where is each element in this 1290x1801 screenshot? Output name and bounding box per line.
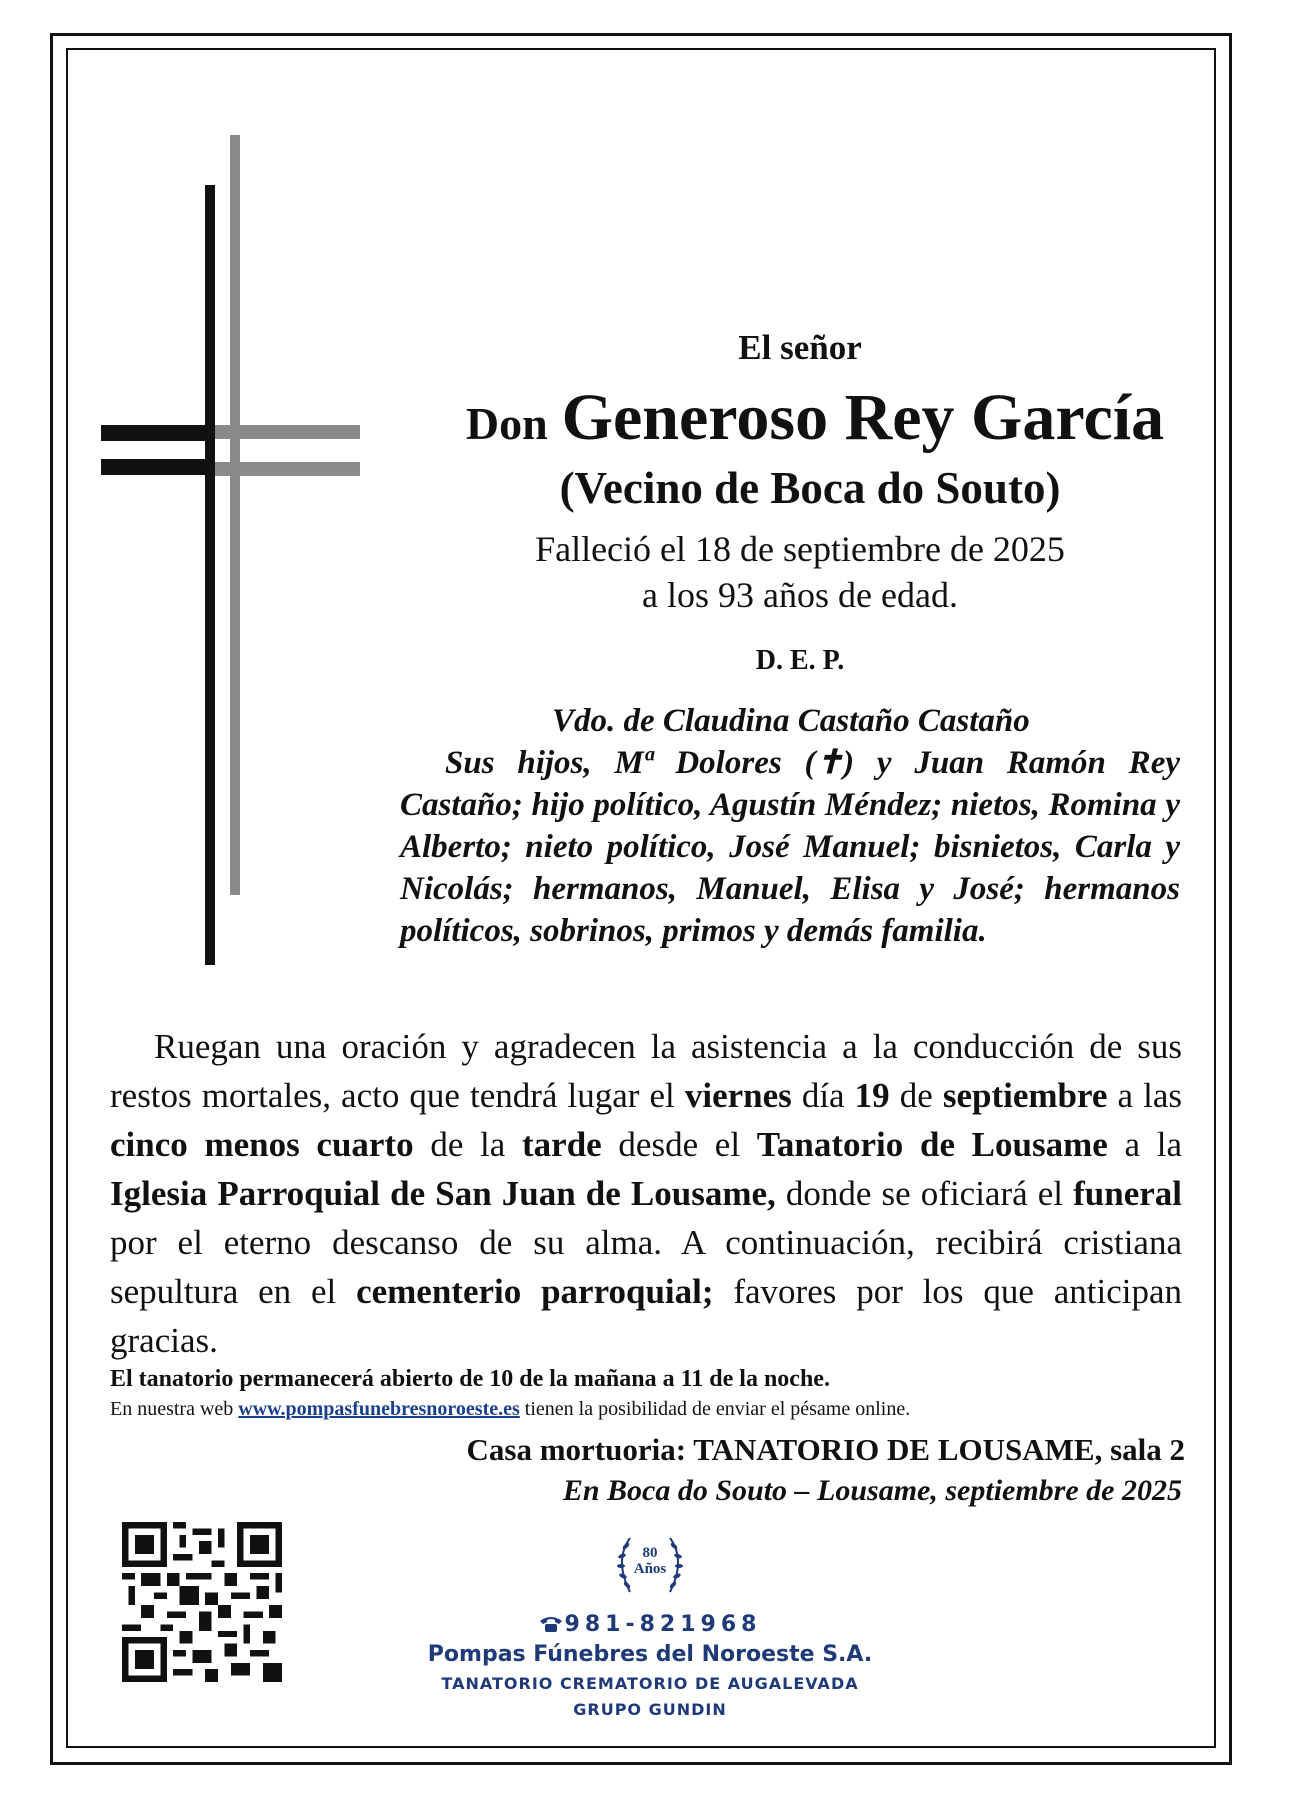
badge-text: 80 Años (633, 1545, 667, 1577)
website-link[interactable]: www.pompasfunebresnoroeste.es (238, 1398, 520, 1420)
honorific: Don (465, 398, 548, 449)
widower-line: Vdo. de Claudina Castaño Castaño (552, 703, 1030, 739)
salutation: El señor (738, 328, 862, 367)
phone-number: 981-821968 (564, 1612, 762, 1637)
company-group: GRUPO GUNDIN (573, 1700, 727, 1719)
deceased-name-line (410, 380, 1220, 456)
company-name: Pompas Fúnebres del Noroeste S.A. (427, 1642, 873, 1667)
place-date: En Boca do Souto – Lousame, septiembre de 2025 (562, 1474, 1182, 1507)
age: a los 93 años de edad. (642, 575, 958, 615)
family-list (400, 700, 1180, 952)
funeral-home: Casa mortuoria: TANATORIO DE LOUSAME, sala 2 (466, 1432, 1185, 1467)
residence: (Vecino de Boca do Souto) (559, 463, 1061, 513)
phone-icon (539, 1615, 563, 1633)
death-date: Falleció el 18 de septiembre de 2025 (535, 529, 1065, 569)
company-subtitle: TANATORIO CREMATORIO DE AUGALEVADA (441, 1674, 859, 1693)
opening-hours: El tanatorio permanecerá abierto de 10 de la mañana a 11 de la noche. (110, 1366, 830, 1392)
announcement: Ruegan una oración y agradecen la asistencia a la conducción de sus restos mortales, acto que tendrá lugar el viernes día 19 de septiembre a las cinco menos cuarto de la tarde desde el Tanatorio de Lousame a la Iglesia Parroquial de San Juan de Lousame, donde se oficiará el funeral por el eterno descanso de su alma. A continuación, recibirá cristiana sepultura en el cementerio parroquial; favores por los que anticipan gracias. (110, 1027, 1183, 1360)
rip: D. E. P. (755, 645, 845, 676)
death-info (420, 526, 1180, 618)
deceased-cross-icon: ✝ (815, 745, 844, 781)
phone-line (500, 1612, 800, 1637)
web-note: En nuestra web www.pompasfunebresnoroeste.es tienen la posibilidad de enviar el pésame online. (110, 1398, 911, 1420)
qr-code[interactable] (122, 1522, 282, 1682)
family-members: Sus hijos, Mª Dolores (✝) y Juan Ramón Rey Castaño; hijo político, Agustín Méndez; nietos, Romina y Alberto; nieto político, José Manuel; bisnietos, Carla y Nicolás; hermanos, Manuel, Elisa y José; hermanos políticos, sobrinos, primos y demás familia. (400, 745, 1180, 949)
deceased-name: Generoso Rey García (561, 381, 1165, 454)
cross-icon (95, 135, 360, 965)
